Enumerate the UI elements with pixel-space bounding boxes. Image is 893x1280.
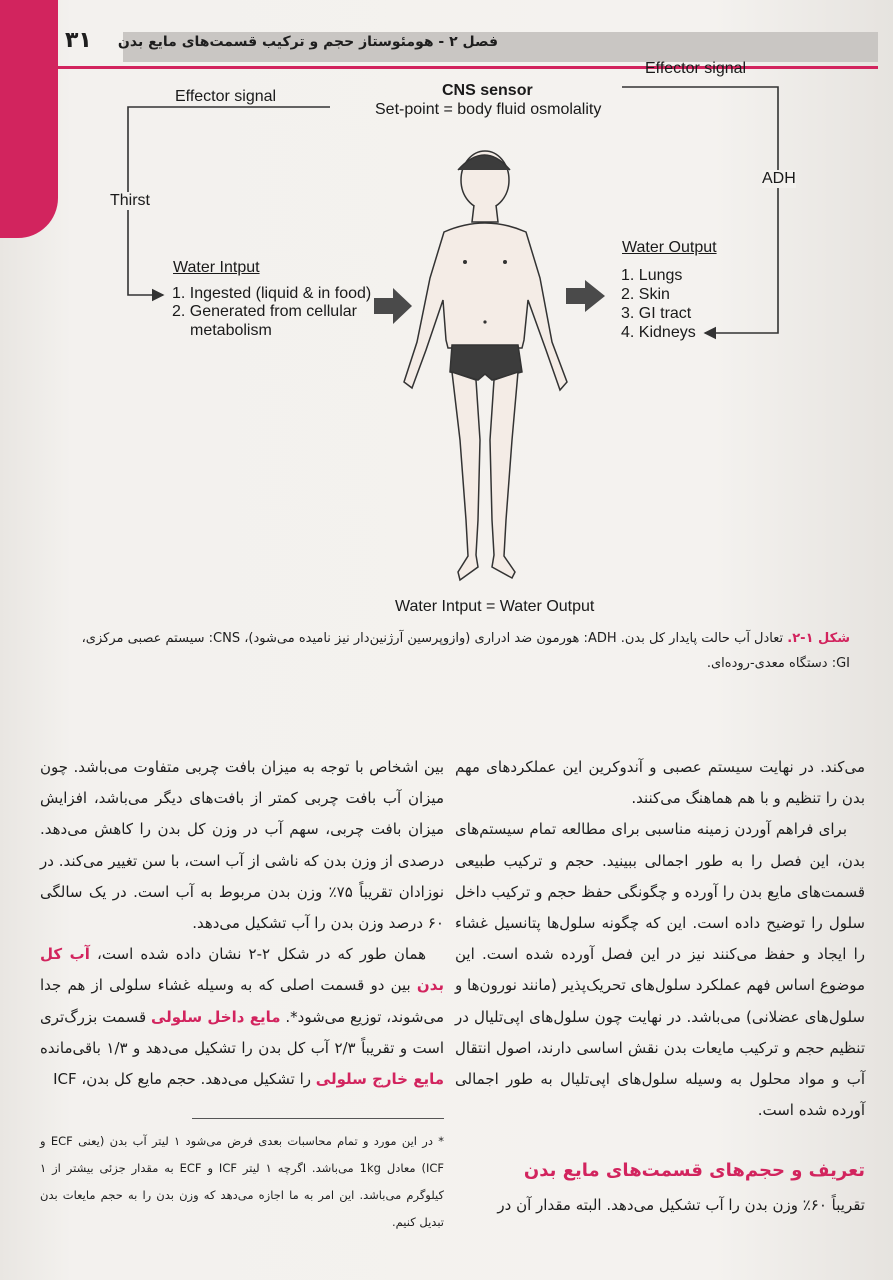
highlight-total-body-water: آب کل بدن (40, 945, 444, 995)
input-block-arrow (374, 288, 412, 324)
paragraph: می‌کند. در نهایت سیستم عصبی و آندوکرین این عملکردهای مهم بدن را تنظیم و با هم هماهنگ می‌کنند. (455, 758, 865, 808)
effector-signal-left: Effector signal (175, 88, 277, 105)
paragraph: همان طور که در شکل ۲-۲ نشان داده شده است، آب کل بدن بین دو قسمت اصلی که به وسیله غشاء سلولی از هم جدا می‌شوند، توزیع می‌شود*. مایع داخل سلولی قسمت بزرگ‌تری است و تقریباً ۲/۳ آب کل بدن را تشکیل می‌دهد و ۱/۳ باقی‌مانده مایع خارج سلولی را تشکیل می‌دهد. حجم مایع کل بدن، ICF (40, 945, 444, 1089)
highlight-ecf: مایع خارج سلولی (315, 1070, 444, 1089)
input-item: 1. Ingested (liquid & in food) (172, 285, 372, 302)
right-column (455, 752, 865, 1126)
left-column (40, 752, 444, 1095)
water-input-title: Water Intput (173, 259, 260, 276)
highlight-icf: مایع داخل سلولی (150, 1007, 281, 1026)
chapter-title: فصل ۲ - هومئوستاز حجم و ترکیب قسمت‌های مایع بدن (117, 34, 498, 50)
output-item: 1. Lungs (621, 267, 683, 284)
footnote (40, 1128, 444, 1236)
figure-caption-text: تعادل آب حالت پایدار کل بدن. ADH: هورمون ضد ادراری (وازوپرسین آرژنین‌دار نیز نامیده می‌شود)، CNS: سیستم عصبی مرکزی، GI: دستگاه معدی-روده‌ای. (81, 631, 850, 671)
page-number: ۳۱ (65, 28, 92, 53)
water-output-title: Water Output (622, 239, 717, 256)
effector-signal-right: Effector signal (645, 60, 747, 77)
paragraph: برای فراهم آوردن زمینه مناسبی برای مطالعه تمام سیستم‌های بدن، این فصل را به طور اجمالی ببینید. حجم و ترکیب طبیعی قسمت‌های مایع بدن را آورده و چگونگی حفظ حجم و ترکیب داخل سلول را توضیح داده است. این که چگونه سلول‌ها پتانسیل غشاء را ایجاد و حفظ می‌کنند نیز در این فصل آورده شده است. این موضوع اساس فهم عملکرد سلول‌های تحریک‌پذیر (مانند نورون‌ها و سلول‌های عضلانی) می‌باشد. در نهایت چون سلول‌های اپی‌تلیال در تنظیم حجم و ترکیب مایعات بدن نقش اساسی دارند، اصول انتقال آب و مواد محلول به وسیله سلول‌های اپی‌تلیال به طور اجمالی آورده شده است. (455, 820, 865, 1120)
output-item: 4. Kidneys (621, 324, 696, 341)
balance-equation: Water Intput = Water Output (395, 598, 595, 615)
section-heading: تعریف و حجم‌های قسمت‌های مایع بدن (523, 1160, 865, 1181)
input-item: 2. Generated from cellular (172, 303, 357, 320)
figure-label: شکل ۱-۲. (787, 631, 850, 646)
paragraph: بین اشخاص با توجه به میزان بافت چربی متفاوت می‌باشد. چون میزان آب بافت چربی کمتر از بافت‌های دیگر می‌باشد، افزایش میزان بافت چربی، سهم آب در وزن کل بدن را کاهش می‌دهد. درصدی از وزن بدن که ناشی از آب است، با سن تغییر می‌کند. در نوزادان تقریباً ۷۵٪ وزن بدن مربوط به آب است. در یک سالگی ۶۰ درصد وزن بدن را آب تشکیل می‌دهد. (40, 758, 444, 933)
thirst-label: Thirst (110, 192, 150, 209)
human-body-figure (404, 151, 567, 580)
output-item: 3. GI tract (621, 305, 692, 322)
footnote-text: * در این مورد و تمام محاسبات بعدی فرض می‌شود ۱ لیتر آب بدن (یعنی ECF و ICF) معادل 1kg می‌باشد. اگرچه ۱ لیتر ICF و ECF به مقدار جزئی بیشتر از ۱ کیلوگرم می‌باشد. این امر به ما اجازه می‌دهد که وزن بدن را به حجم مایعات بدن تبدیل کنیم. (40, 1134, 445, 1229)
adh-label: ADH (762, 170, 796, 187)
input-item: metabolism (190, 322, 272, 339)
output-block-arrow (566, 280, 605, 312)
section-first-line: تقریباً ۶۰٪ وزن بدن را آب تشکیل می‌دهد. البته مقدار آن در (497, 1196, 865, 1214)
footnote-rule (192, 1118, 444, 1119)
figure-caption (72, 626, 850, 676)
set-point-label: Set-point = body fluid osmolality (375, 101, 602, 118)
output-item: 2. Skin (621, 286, 670, 303)
cns-sensor-label: CNS sensor (442, 82, 533, 99)
